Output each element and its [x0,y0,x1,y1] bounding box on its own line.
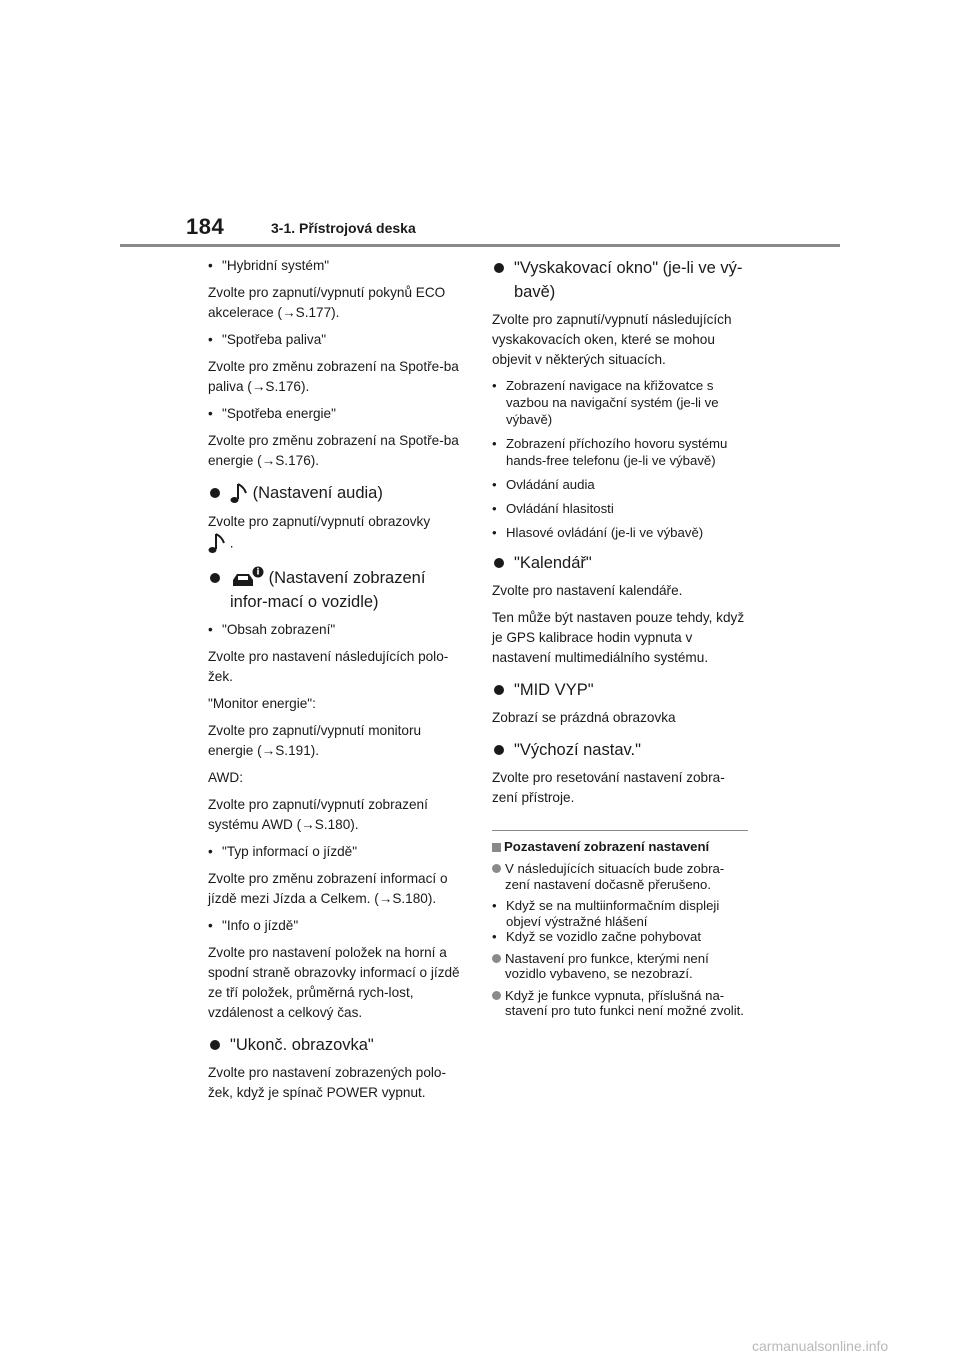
note-item: Když je funkce vypnuta, příslušná na-stavení pro tuto funkci není možné zvolit. [492,988,748,1019]
list-item: • Zobrazení příchozího hovoru systému hands-free telefonu (je-li ve výbavě) [492,436,728,468]
calendar-heading: "Kalendář" [492,551,748,575]
list-item: • Zobrazení navigace na křižovatce s vazbou na navigační systém (je-li ve výbavě) [492,378,719,427]
list-item: • "Info o jízdě" [208,918,299,934]
paragraph: Zvolte pro zapnutí/vypnutí zobrazení systému AWD (→S.180). [208,797,428,833]
popup-heading: "Vyskakovací okno" (je-li ve vý-bavě) [492,256,748,304]
audio-heading: (Nastavení audia) [208,481,464,506]
end-screen-heading: "Ukonč. obrazovka" [208,1033,464,1057]
paragraph: Zvolte pro nastavení následujících polo-žek. [208,649,449,685]
list-item: • Ovládání audia [492,477,595,492]
music-note-icon [208,532,226,556]
note-item: Nastavení pro funkce, kterými není vozidlo vybaveno, se nezobrazí. [492,951,748,982]
music-note-icon [230,482,248,506]
note-box-title: Pozastavení zobrazení nastavení [492,837,748,857]
paragraph: Zvolte pro nastavení zobrazených polo-žek, když je spínač POWER vypnut. [208,1065,447,1101]
list-item: • "Obsah zobrazení" [208,622,336,638]
note-item: V následujících situacích bude zobra-zení nastavení dočasně přerušeno. [492,861,748,892]
header-rule [120,244,840,247]
note-sub-item: • Když se vozidlo začne pohybovat [492,929,701,944]
car-info-icon [230,566,264,590]
note-box-rule [492,830,748,831]
paragraph: AWD: [208,770,243,786]
paragraph: Zvolte pro změnu zobrazení informací o jízdě mezi Jízda a Celkem. (→S.180). [208,871,448,907]
paragraph: Zvolte pro zapnutí/vypnutí pokynů ECO akcelerace (→S.177). [208,285,446,320]
paragraph: Zvolte pro změnu zobrazení na Spotře-ba paliva (→S.176). [208,359,459,394]
section-title: 3-1. Přístrojová deska [271,220,416,236]
paragraph: Zvolte pro zapnutí/vypnutí následujících vyskakovacích oken, které se mohou objevit v některých situacích. [492,312,732,367]
list-item: • Hlasové ovládání (je-li ve výbavě) [492,525,704,540]
paragraph: Zvolte pro zapnutí/vypnutí obrazovky . [208,512,464,556]
list-item: • "Typ informací o jízdě" [208,844,358,860]
mid-off-heading: "MID VYP" [492,678,748,702]
paragraph: Zvolte pro nastavení kalendáře. [492,583,683,598]
paragraph: Ten může být nastaven pouze tehdy, když je GPS kalibrace hodin vypnuta v nastavení multimediálního systému. [492,610,745,665]
left-column [208,256,464,1110]
paragraph: "Monitor energie": [208,696,316,712]
paragraph: Zvolte pro změnu zobrazení na Spotře-ba energie (→S.176). [208,433,459,468]
paragraph: Zvolte pro resetování nastavení zobra-zení přístroje. [492,770,725,805]
list-item: • "Hybridní systém" [208,258,330,273]
watermark: carmanualsonline.info [752,1338,889,1354]
default-settings-heading: "Výchozí nastav." [492,738,748,762]
list-item: • Ovládání hlasitosti [492,501,614,516]
list-item: • "Spotřeba paliva" [208,332,327,347]
right-column [492,256,748,1025]
paragraph: Zvolte pro nastavení položek na horní a spodní straně obrazovky informací o jízdě ze tří položek, průměrná rych-lost, vzdálenost a celkový čas. [208,945,460,1021]
list-item: • "Spotřeba energie" [208,406,336,421]
note-sub-item: • Když se na multiinformačním displeji objeví výstražné hlášení [492,898,720,929]
paragraph: Zobrazí se prázdná obrazovka [492,710,676,725]
vehicle-info-heading: (Nastavení zobrazení infor-mací o vozidle) [208,566,464,615]
paragraph: Zvolte pro zapnutí/vypnutí monitoru energie (→S.191). [208,723,422,759]
page-number: 184 [186,214,225,239]
